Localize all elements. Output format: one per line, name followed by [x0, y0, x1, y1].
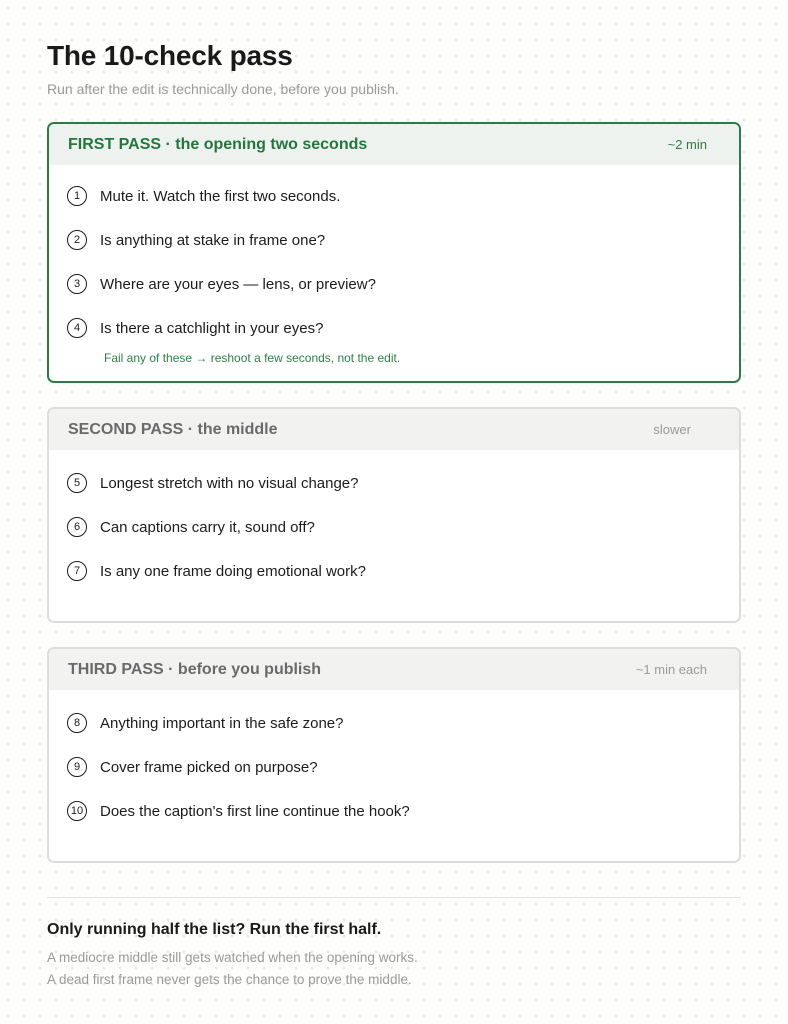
third-pass-title: THIRD PASS · before you publish: [68, 660, 322, 678]
checklist-item-1: [67, 183, 340, 209]
item-number-badge: 4: [67, 318, 87, 338]
item-number-badge: 8: [67, 713, 87, 733]
item-number-badge: 6: [67, 517, 87, 537]
third-pass-time: ~1 min each: [635, 662, 707, 677]
first-pass-card: [47, 122, 741, 383]
checklist-item-7: [67, 558, 366, 584]
item-text: Anything important in the safe zone?: [100, 714, 344, 732]
item-text: Is anything at stake in frame one?: [100, 231, 326, 249]
first-pass-time: ~2 min: [667, 137, 707, 152]
first-pass-note: Fail any of these → reshoot a few seconds, not the edit.: [104, 351, 401, 365]
page-title: The 10-check pass: [47, 40, 293, 71]
item-number-badge: 7: [67, 561, 87, 581]
footer-line-1: A mediocre middle still gets watched when the opening works.: [47, 950, 418, 965]
second-pass-title: SECOND PASS · the middle: [68, 420, 278, 438]
first-pass-header: [49, 124, 739, 165]
footer-line-2: A dead first frame never gets the chance to prove the middle.: [47, 972, 412, 987]
second-pass-time: slower: [653, 422, 691, 437]
item-number-badge: 5: [67, 473, 87, 493]
third-pass-card: [47, 647, 741, 863]
checklist-item-5: [67, 470, 359, 496]
item-text: Where are your eyes — lens, or preview?: [100, 275, 376, 293]
checklist-item-4: [67, 315, 323, 341]
checklist-item-10: [67, 798, 410, 824]
first-pass-title: FIRST PASS · the opening two seconds: [68, 135, 368, 153]
item-text: Mute it. Watch the first two seconds.: [100, 187, 341, 205]
page-subtitle: Run after the edit is technically done, before you publish.: [47, 81, 399, 97]
third-pass-header: [49, 649, 739, 690]
item-text: Does the caption's first line continue the hook?: [100, 802, 410, 820]
item-text: Is any one frame doing emotional work?: [100, 562, 366, 580]
item-number-badge: 2: [67, 230, 87, 250]
second-pass-header: [49, 409, 739, 450]
item-number-badge: 10: [67, 801, 87, 821]
item-text: Cover frame picked on purpose?: [100, 758, 318, 776]
item-number-badge: 9: [67, 757, 87, 777]
item-text: Can captions carry it, sound off?: [100, 518, 315, 536]
checklist-item-2: [67, 227, 325, 253]
checklist-item-9: [67, 754, 318, 780]
second-pass-card: [47, 407, 741, 623]
footer-title: Only running half the list? Run the first half.: [47, 921, 382, 938]
checklist-item-8: [67, 710, 344, 736]
section-divider: [47, 897, 741, 898]
item-number-badge: 1: [67, 186, 87, 206]
item-number-badge: 3: [67, 274, 87, 294]
item-text: Longest stretch with no visual change?: [100, 474, 359, 492]
checklist-item-3: [67, 271, 376, 297]
item-text: Is there a catchlight in your eyes?: [100, 319, 324, 337]
checklist-item-6: [67, 514, 315, 540]
